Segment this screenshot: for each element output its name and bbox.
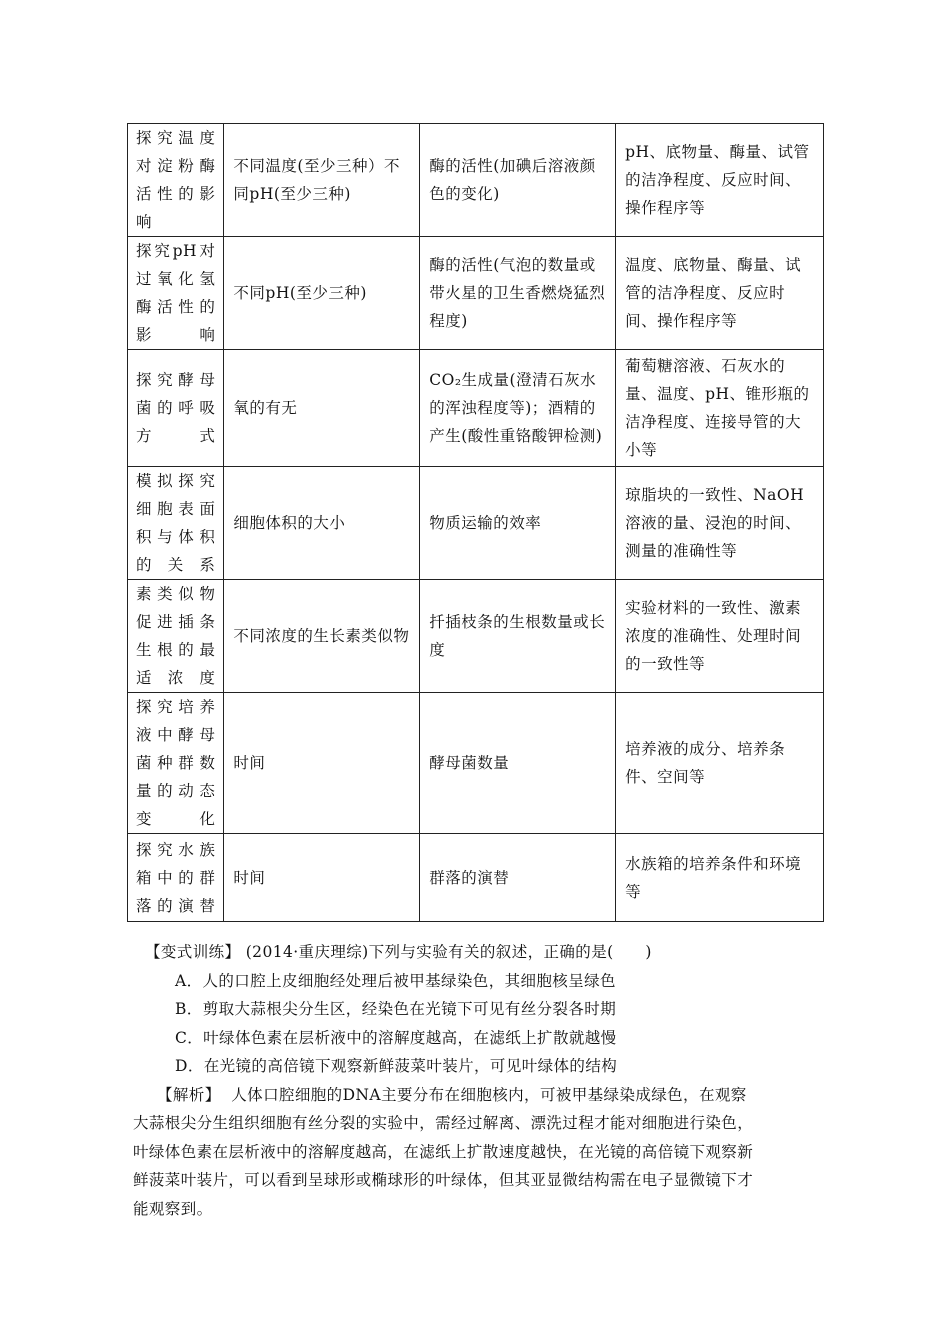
analysis-line: 鲜菠菜叶装片，可以看到呈球形或椭球形的叶绿体，但其亚显微结构需在电子显微镜下才 xyxy=(133,1171,754,1189)
table-row xyxy=(128,237,824,350)
dependent-variable-cell: 群落的演替 xyxy=(420,834,616,922)
dependent-variable-cell: 物质运输的效率 xyxy=(420,467,616,580)
controlled-variable-cell: 温度、底物量、酶量、试管的洁净程度、反应时间、操作程序等 xyxy=(616,237,824,350)
table-row xyxy=(128,580,824,693)
option-a: A．人的口腔上皮细胞经处理后被甲基绿染色，其细胞核呈绿色 xyxy=(175,971,616,990)
topic-cell: 探究酵母菌的呼吸方式 xyxy=(128,350,224,467)
analysis-line: 能观察到。 xyxy=(133,1199,213,1218)
topic-cell: 素类似物促进插条生根的最适浓度 xyxy=(128,580,224,693)
exercise-question: (2014·重庆理综)下列与实验有关的叙述，正确的是( ) xyxy=(240,943,652,961)
controlled-variable-cell: 琼脂块的一致性、NaOH溶液的量、浸泡的时间、测量的准确性等 xyxy=(616,467,824,580)
option-d: D．在光镜的高倍镜下观察新鲜菠菜叶装片，可见叶绿体的结构 xyxy=(175,1057,618,1075)
independent-variable-cell: 氧的有无 xyxy=(224,350,420,467)
analysis-line: 【解析】 人体口腔细胞的DNA主要分布在细胞核内，可被甲基绿染成绿色，在观察 xyxy=(157,1085,747,1104)
controlled-variable-cell: 葡萄糖溶液、石灰水的量、温度、pH、锥形瓶的洁净程度、连接导管的大小等 xyxy=(616,350,824,467)
dependent-variable-cell: 酶的活性(气泡的数量或带火星的卫生香燃烧猛烈程度) xyxy=(420,237,616,350)
exercise-section xyxy=(133,938,825,1223)
table-row xyxy=(128,834,824,922)
exercise-label: 【变式训练】 xyxy=(145,943,241,961)
dependent-variable-cell: 酵母菌数量 xyxy=(420,693,616,834)
dependent-variable-cell: 扦插枝条的生根数量或长度 xyxy=(420,580,616,693)
dependent-variable-cell: CO₂生成量(澄清石灰水的浑浊程度等)；酒精的产生(酸性重铬酸钾检测) xyxy=(420,350,616,467)
topic-cell: 探究培养液中酵母菌种群数量的动态变化 xyxy=(128,693,224,834)
controlled-variable-cell: pH、底物量、酶量、试管的洁净程度、反应时间、操作程序等 xyxy=(616,124,824,237)
experiment-table xyxy=(127,123,824,922)
topic-cell: 探究水族箱中的群落的演替 xyxy=(128,834,224,922)
topic-cell: 探究温度对淀粉酶活性的影响 xyxy=(128,124,224,237)
option-b: B．剪取大蒜根尖分生区，经染色在光镜下可见有丝分裂各时期 xyxy=(175,1000,617,1018)
table-row xyxy=(128,350,824,467)
analysis-line: 叶绿体色素在层析液中的溶解度越高，在滤纸上扩散速度越快，在光镜的高倍镜下观察新 xyxy=(133,1142,754,1161)
topic-cell: 探究pH对过氧化氢酶活性的影响 xyxy=(128,237,224,350)
independent-variable-cell: 不同温度(至少三种）不同pH(至少三种) xyxy=(224,124,420,237)
option-c: C．叶绿体色素在层析液中的溶解度越高，在滤纸上扩散就越慢 xyxy=(175,1028,617,1047)
analysis-label: 【解析】 xyxy=(157,1085,221,1104)
exercise-stem xyxy=(145,938,825,967)
table-row xyxy=(128,693,824,834)
independent-variable-cell: 不同浓度的生长素类似物 xyxy=(224,580,420,693)
controlled-variable-cell: 实验材料的一致性、激素浓度的准确性、处理时间的一致性等 xyxy=(616,580,824,693)
table-row xyxy=(128,124,824,237)
dependent-variable-cell: 酶的活性(加碘后溶液颜色的变化) xyxy=(420,124,616,237)
topic-cell: 模拟探究细胞表面积与体积的关系 xyxy=(128,467,224,580)
independent-variable-cell: 时间 xyxy=(224,834,420,922)
table-row xyxy=(128,467,824,580)
controlled-variable-cell: 水族箱的培养条件和环境等 xyxy=(616,834,824,922)
analysis-line: 大蒜根尖分生组织细胞有丝分裂的实验中，需经过解离、漂洗过程才能对细胞进行染色， xyxy=(133,1114,754,1132)
independent-variable-cell: 细胞体积的大小 xyxy=(224,467,420,580)
independent-variable-cell: 不同pH(至少三种) xyxy=(224,237,420,350)
controlled-variable-cell: 培养液的成分、培养条件、空间等 xyxy=(616,693,824,834)
independent-variable-cell: 时间 xyxy=(224,693,420,834)
